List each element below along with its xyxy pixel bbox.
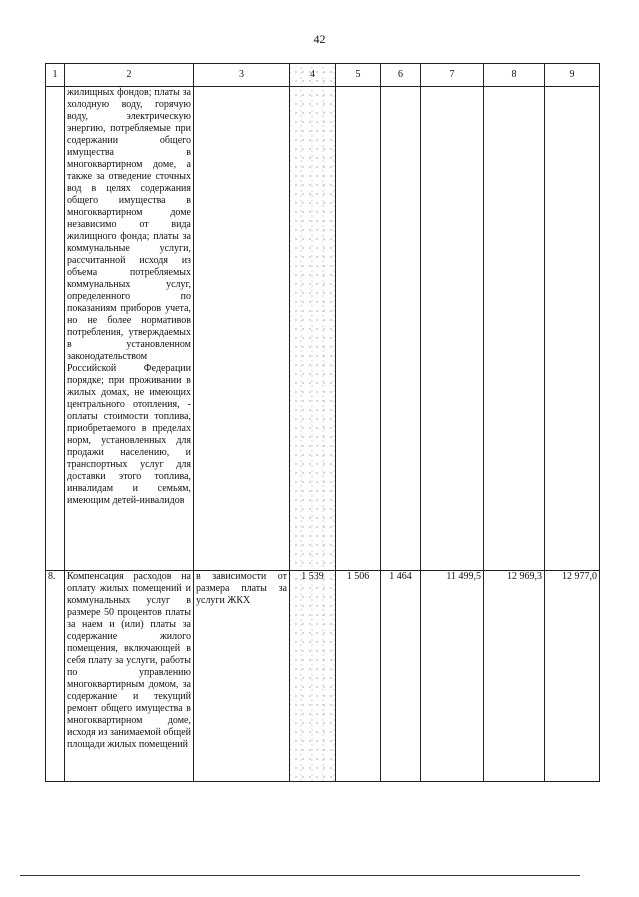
table-row: [46, 571, 600, 782]
table-cell: [421, 87, 484, 571]
column-header: 3: [194, 64, 290, 87]
column-header: 1: [46, 64, 65, 87]
row-condition: в зависимости от размера платы за услуги ЖКХ: [194, 571, 290, 782]
table-cell: [194, 87, 290, 571]
column-header: 2: [65, 64, 194, 87]
page-number: 42: [313, 32, 326, 46]
column-header: 5: [336, 64, 381, 87]
header-row: [46, 64, 600, 87]
value-cell: 1 464: [381, 571, 421, 782]
table-cell: [290, 87, 336, 571]
table-cell: [484, 87, 545, 571]
table-row: [46, 87, 600, 571]
column-header: 7: [421, 64, 484, 87]
value-cell: 12 969,3: [484, 571, 545, 782]
value-cell: 11 499,5: [421, 571, 484, 782]
column-header: 4: [290, 64, 336, 87]
table-cell: [46, 87, 65, 571]
value-cell: 1 539: [290, 571, 336, 782]
footer-rule: [20, 875, 580, 876]
data-table: [45, 63, 600, 782]
table-cell: [545, 87, 600, 571]
value-cell: 12 977,0: [545, 571, 600, 782]
row-number: 8.: [46, 571, 65, 782]
row-description: Компенсация расходов на оплату жилых помещений и коммунальных услуг в размере 50 процентов платы за наем и (или) платы за содержание жилого помещения, включающей в себя плату за услуги, работы по управлению многоквартирным домом, за содержание и текущий ремонт общего имущества в многоквартирном доме, исходя из занимаемой общей площади жилых помещений: [65, 571, 194, 782]
value-cell: 1 506: [336, 571, 381, 782]
column-header: 8: [484, 64, 545, 87]
table-cell: [336, 87, 381, 571]
column-header: 6: [381, 64, 421, 87]
row-description: жилищных фондов; платы за холодную воду, горячую воду, электрическую энергию, потребляемые при содержании общего имущества в многоквартирном доме, а также за отведение сточных вод в целях содержания общего имущества в многоквартирном доме независимо от вида жилищного фонда; платы за коммунальные услуги, рассчитанной исходя из объема потребляемых коммунальных услуг, определенного по показаниям приборов учета, но не более нормативов потребления, утверждаемых в установленном законодательством Российской Федерации порядке; при проживании в жилых домах, не имеющих центрального отопления, - оплаты стоимости топлива, приобретаемого в пределах норм, установленных для продажи населению, и транспортных услуг для доставки этого топлива, инвалидам и семьям, имеющим детей-инвалидов: [65, 87, 194, 571]
table-cell: [381, 87, 421, 571]
column-header: 9: [545, 64, 600, 87]
